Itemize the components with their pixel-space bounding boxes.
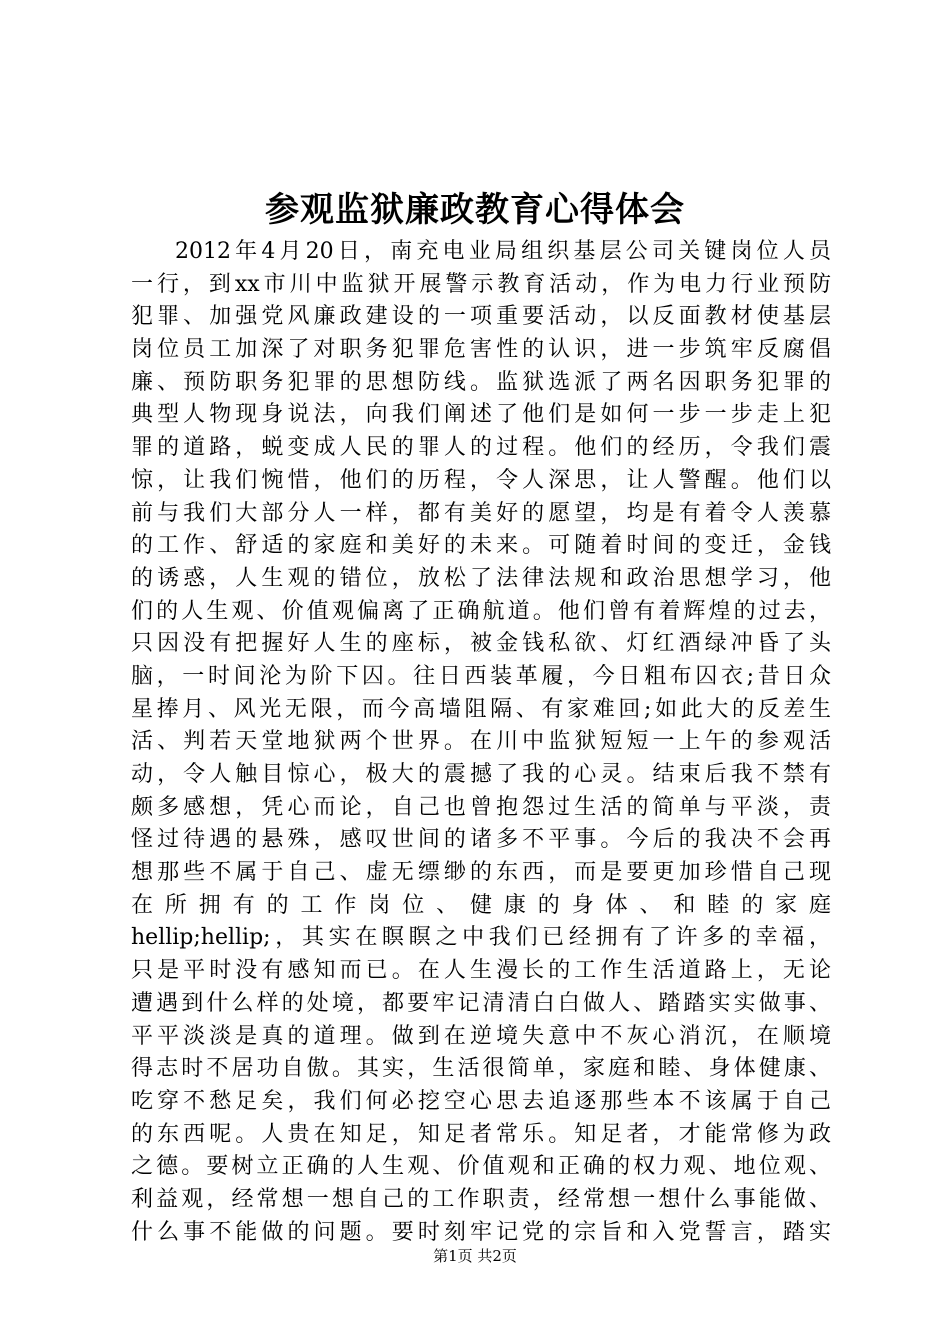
body-line: 动，令人触目惊心，极大的震撼了我的心灵。结束后我不禁有 xyxy=(131,762,831,787)
body-line: 遭遇到什么样的处境，都要牢记清清白白做人、踏踏实实做事、 xyxy=(131,990,831,1016)
body-line: 们的人生观、价值观偏离了正确航道。他们曾有着辉煌的过去， xyxy=(131,598,831,624)
body-line: 星捧月、风光无限，而今高墙阻隔、有家难回;如此大的反差生 xyxy=(131,696,831,722)
body-line: 廉、预防职务犯罪的思想防线。监狱选派了两名因职务犯罪的 xyxy=(131,369,831,395)
body-line: 只是平时没有感知而已。在人生漫长的工作生活道路上，无论 xyxy=(131,958,831,984)
body-line: 平平淡淡是真的道理。做到在逆境失意中不灰心消沉，在顺境 xyxy=(131,1023,831,1049)
body-line: 2012年4月20日，南充电业局组织基层公司关键岗位人员 xyxy=(175,239,831,264)
body-line: 吃穿不愁足矣，我们何必挖空心思去追逐那些本不该属于自己 xyxy=(131,1088,831,1114)
page-number: 第1页 共2页 xyxy=(433,1247,517,1265)
body-line: 惊，让我们惋惜，他们的历程，令人深思，让人警醒。他们以 xyxy=(131,467,831,493)
body-line: hellip;hellip;，其实在瞑瞑之中我们已经拥有了许多的幸福， xyxy=(131,925,831,951)
body-line: 之德。要树立正确的人生观、价值观和正确的权力观、地位观、 xyxy=(131,1154,831,1180)
body-line: 岗位员工加深了对职务犯罪危害性的认识，进一步筑牢反腐倡 xyxy=(131,337,831,363)
body-line: 前与我们大部分人一样，都有美好的愿望，均是有着令人羡慕 xyxy=(131,500,831,526)
body-line: 只因没有把握好人生的座标，被金钱私欲、灯红酒绿冲昏了头 xyxy=(131,631,831,657)
body-line: 利益观，经常想一想自己的工作职责，经常想一想什么事能做、 xyxy=(131,1186,831,1212)
document-body xyxy=(131,236,831,1249)
body-line: 在 所 拥 有 的 工 作 岗 位 、 健 康 的 身 体 、 和 睦 的 家 庭 xyxy=(131,892,831,918)
body-line: 一行，到xx市川中监狱开展警示教育活动，作为电力行业预防 xyxy=(131,271,831,297)
body-line: 典型人物现身说法，向我们阐述了他们是如何一步一步走上犯 xyxy=(131,402,831,428)
body-line: 活、判若天堂地狱两个世界。在川中监狱短短一上午的参观活 xyxy=(131,729,831,755)
body-line: 的东西呢。人贵在知足，知足者常乐。知足者，才能常修为政 xyxy=(131,1121,831,1147)
body-line: 罪的道路，蜕变成人民的罪人的过程。他们的经历，令我们震 xyxy=(131,435,831,461)
document-title: 参观监狱廉政教育心得体会 xyxy=(265,190,685,230)
body-line: 的工作、舒适的家庭和美好的未来。可随着时间的变迁，金钱 xyxy=(131,533,831,559)
body-line: 颇多感想，凭心而论，自己也曾抱怨过生活的简单与平淡，责 xyxy=(131,794,831,820)
body-line: 犯罪、加强党风廉政建设的一项重要活动，以反面教材使基层 xyxy=(131,304,831,330)
body-line: 想那些不属于自己、虚无缥缈的东西，而是要更加珍惜自己现 xyxy=(131,860,831,886)
body-line: 的诱惑，人生观的错位，放松了法律法规和政治思想学习，他 xyxy=(131,565,831,591)
body-line: 什么事不能做的问题。要时刻牢记党的宗旨和入党誓言，踏实 xyxy=(131,1219,831,1245)
body-line: 得志时不居功自傲。其实，生活很简单，家庭和睦、身体健康、 xyxy=(131,1056,831,1082)
body-line: 怪过待遇的悬殊，感叹世间的诸多不平事。今后的我决不会再 xyxy=(131,827,831,853)
body-line: 脑，一时间沦为阶下囚。往日西装革履，今日粗布囚衣;昔日众 xyxy=(131,663,831,689)
